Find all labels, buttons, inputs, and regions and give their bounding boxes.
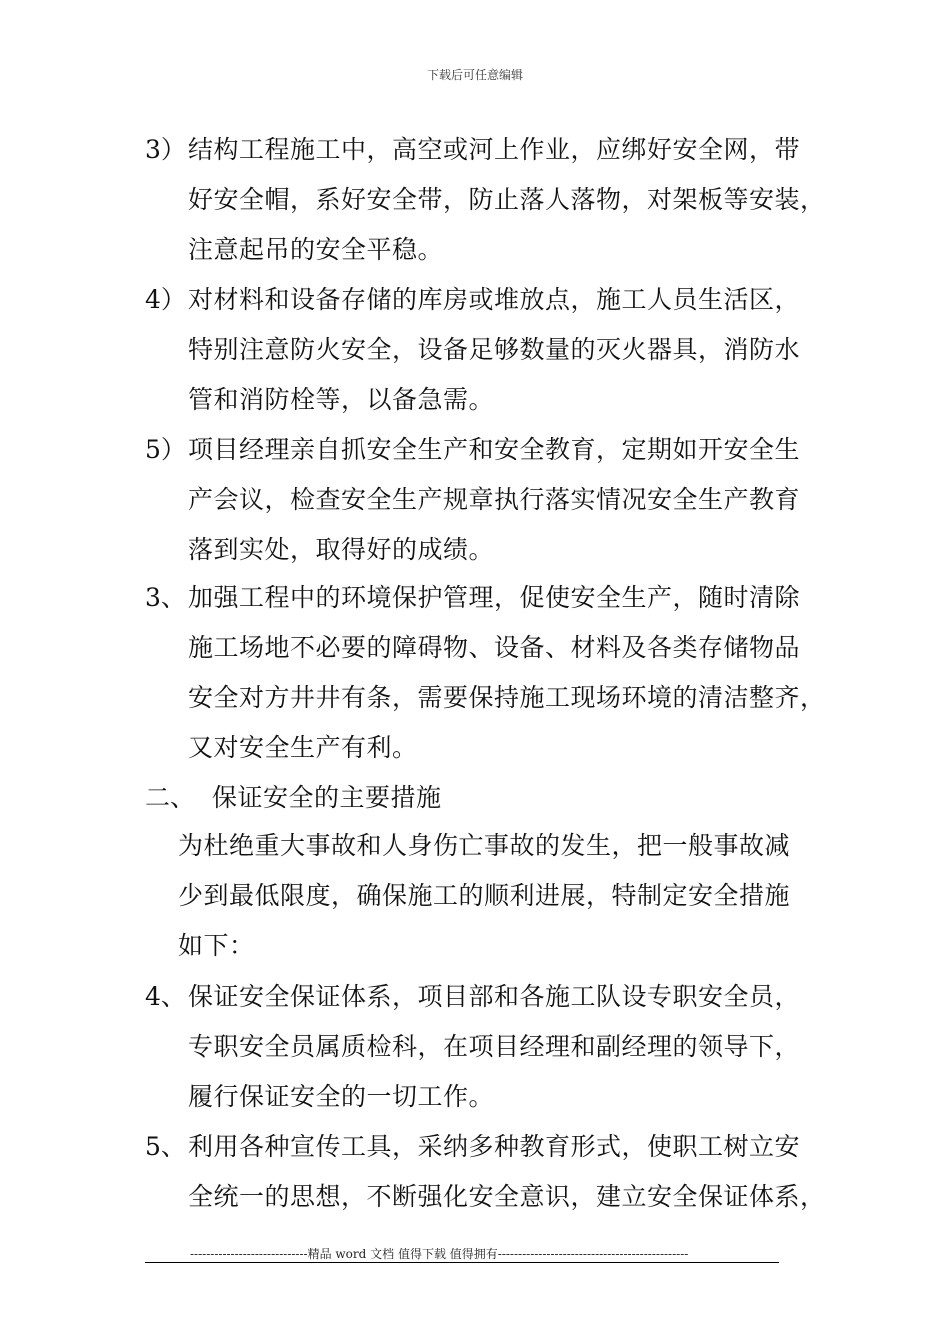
paragraph-line: 特别注意防火安全，设备足够数量的灭火器具，消防水 — [188, 335, 801, 364]
list-marker: 5、 — [145, 1132, 186, 1161]
paragraph-line: 保证安全保证体系，项目部和各施工队设专职安全员， — [188, 982, 801, 1011]
paragraph-line: 又对安全生产有利。 — [188, 733, 418, 762]
paragraph-line: 产会议，检查安全生产规章执行落实情况安全生产教育 — [188, 485, 801, 514]
paragraph-line: 施工场地不必要的障碍物、设备、材料及各类存储物品 — [188, 633, 801, 662]
paragraph-line: 少到最低限度，确保施工的顺利进展，特制定安全措施 — [178, 881, 791, 910]
list-marker: 3） — [145, 135, 186, 164]
paragraph-line: 落到实处，取得好的成绩。 — [188, 535, 495, 564]
paragraph-line: 注意起吊的安全平稳。 — [188, 235, 444, 264]
paragraph-line: 为杜绝重大事故和人身伤亡事故的发生，把一般事故减 — [178, 831, 791, 860]
paragraph-line: 专职安全员属质检科，在项目经理和副经理的领导下， — [188, 1032, 801, 1061]
paragraph-line: 结构工程施工中，高空或河上作业，应绑好安全网，带 — [188, 135, 801, 164]
paragraph-line: 管和消防栓等，以备急需。 — [188, 385, 495, 414]
paragraph-line: 对材料和设备存储的库房或堆放点，施工人员生活区， — [188, 285, 801, 314]
paragraph-line: 项目经理亲自抓安全生产和安全教育，定期如开安全生 — [188, 435, 801, 464]
list-marker: 4） — [145, 285, 186, 314]
section-title: 保证安全的主要措施 — [212, 783, 442, 812]
footer-note: -----------------------------精品 word 文档 值得下载 值得拥有----------------------------------------------- — [190, 1247, 689, 1261]
list-marker: 4、 — [145, 982, 186, 1011]
paragraph-line: 加强工程中的环境保护管理，促使安全生产，随时清除 — [188, 583, 801, 612]
header-note: 下载后可任意编辑 — [426, 68, 523, 82]
paragraph-line: 安全对方井井有条，需要保持施工现场环境的清洁整齐， — [188, 683, 826, 712]
list-marker: 5） — [145, 435, 186, 464]
paragraph-line: 利用各种宣传工具，采纳多种教育形式，使职工树立安 — [188, 1132, 801, 1161]
footer-rule — [145, 1262, 779, 1263]
paragraph-line: 如下： — [178, 931, 255, 960]
paragraph-line: 全统一的思想，不断强化安全意识，建立安全保证体系， — [188, 1182, 826, 1211]
paragraph-line: 好安全帽，系好安全带，防止落人落物，对架板等安装， — [188, 185, 826, 214]
list-marker: 3、 — [145, 583, 186, 612]
section-marker: 二、 — [145, 783, 196, 812]
paragraph-line: 履行保证安全的一切工作。 — [188, 1082, 495, 1111]
